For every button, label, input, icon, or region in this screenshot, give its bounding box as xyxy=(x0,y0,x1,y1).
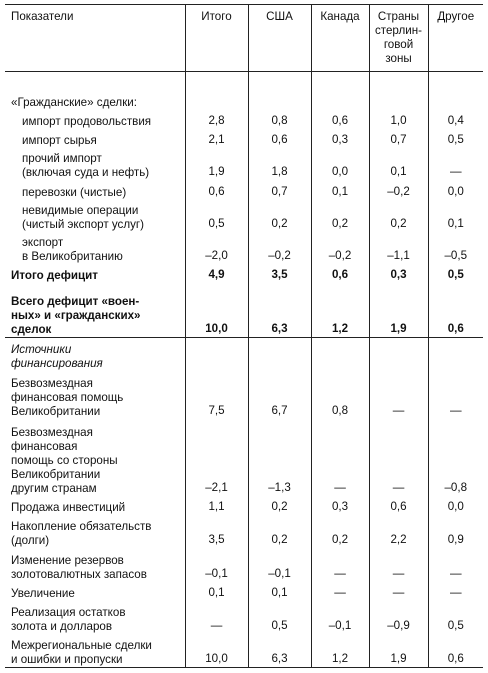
table-cell: 0,0 xyxy=(428,180,483,199)
table-cell: — xyxy=(369,582,428,601)
table-cell: 0,5 xyxy=(248,601,311,634)
table-cell xyxy=(428,72,483,110)
table-cell: –0,5 xyxy=(428,232,483,264)
table-cell: — xyxy=(369,371,428,419)
table-cell: 7,5 xyxy=(185,371,248,419)
table-cell: 10,0 xyxy=(185,283,248,337)
table-cell: — xyxy=(428,371,483,419)
table-cell: 0,6 xyxy=(311,110,369,129)
row-label: Безвозмездная финансовая помощь со стороны Великобритании другим странам xyxy=(11,426,118,496)
table-cell: 10,0 xyxy=(185,634,248,667)
table-cell: 0,2 xyxy=(369,200,428,232)
row-label: Продажа инвестиций xyxy=(11,501,126,515)
row-label: прочий импорт (включая суда и нефть) xyxy=(22,152,150,180)
table-row xyxy=(5,582,483,601)
section-title: «Гражданские» сделки: xyxy=(11,95,137,109)
table-cell: — xyxy=(428,148,483,180)
table-row xyxy=(5,232,483,264)
table-cell: 0,2 xyxy=(248,515,311,548)
table-cell: 0,4 xyxy=(428,110,483,129)
column-header-sterling-area: Страны стерлин- говой зоны xyxy=(369,5,428,72)
table-cell xyxy=(369,338,428,371)
table-cell: –0,2 xyxy=(311,232,369,264)
header-row xyxy=(5,5,483,72)
row-label: Увеличение xyxy=(11,586,75,600)
column-header-total: Итого xyxy=(185,5,248,72)
table-cell: –2,1 xyxy=(185,419,248,496)
table-cell: 2,1 xyxy=(185,129,248,148)
table-cell: 0,3 xyxy=(369,264,428,283)
table-cell: — xyxy=(428,548,483,581)
table-cell: — xyxy=(311,419,369,496)
table-cell: 6,3 xyxy=(248,634,311,667)
table-cell: –0,9 xyxy=(369,601,428,634)
table-cell xyxy=(185,72,248,110)
table-cell: — xyxy=(311,548,369,581)
table-cell xyxy=(428,338,483,371)
table-cell: 0,5 xyxy=(428,129,483,148)
table-cell: 0,1 xyxy=(185,582,248,601)
table-cell: — xyxy=(369,548,428,581)
table-cell: 0,8 xyxy=(311,371,369,419)
table-cell: 0,6 xyxy=(185,180,248,199)
row-label: Безвозмездная финансовая помощь Великобритании xyxy=(11,377,124,419)
table-cell: 0,7 xyxy=(369,129,428,148)
table-row xyxy=(5,129,483,148)
table-cell: 0,5 xyxy=(428,264,483,283)
table-cell: 0,7 xyxy=(248,180,311,199)
table-cell: — xyxy=(185,601,248,634)
table-row xyxy=(5,601,483,634)
total-row xyxy=(5,264,483,283)
table-cell: –0,1 xyxy=(311,601,369,634)
table-cell: 0,6 xyxy=(369,496,428,515)
table-cell xyxy=(369,72,428,110)
row-label: Реализация остатков золота и долларов xyxy=(11,606,126,634)
table-cell: 0,5 xyxy=(185,200,248,232)
table-cell xyxy=(185,338,248,371)
column-header-indicators: Показатели xyxy=(5,5,185,72)
section-title-row xyxy=(5,72,483,110)
table-cell: 6,7 xyxy=(248,371,311,419)
table-cell: 0,1 xyxy=(369,148,428,180)
table-row xyxy=(5,496,483,515)
row-label: Изменение резервов золотовалютных запасов xyxy=(11,553,147,581)
row-label: невидимые операции (чистый экспорт услуг) xyxy=(22,203,144,231)
table-row xyxy=(5,200,483,232)
table-row xyxy=(5,515,483,548)
table-cell xyxy=(248,72,311,110)
table-cell: –0,8 xyxy=(428,419,483,496)
table-cell: 0,6 xyxy=(311,264,369,283)
column-header-canada: Канада xyxy=(311,5,369,72)
table-cell: 1,8 xyxy=(248,148,311,180)
table-cell xyxy=(311,72,369,110)
row-label: экспорт в Великобританию xyxy=(22,236,123,264)
table-cell: 0,1 xyxy=(248,582,311,601)
total-label: Итого дефицит xyxy=(11,269,98,283)
total-row xyxy=(5,283,483,337)
column-header-other: Другое xyxy=(428,5,483,72)
row-label: импорт продовольствия xyxy=(22,114,152,128)
table-cell: 0,8 xyxy=(248,110,311,129)
section-financing-sources xyxy=(5,338,483,668)
table-cell: 0,2 xyxy=(311,200,369,232)
table-cell: 1,9 xyxy=(369,283,428,337)
table-cell xyxy=(311,338,369,371)
table-row xyxy=(5,148,483,180)
table-cell: 0,6 xyxy=(248,129,311,148)
table-cell: 0,6 xyxy=(428,634,483,667)
table-cell: –0,2 xyxy=(369,180,428,199)
table-cell: 0,3 xyxy=(311,496,369,515)
table-cell xyxy=(248,338,311,371)
column-header-usa: США xyxy=(248,5,311,72)
table-cell: — xyxy=(369,419,428,496)
table-cell: 0,2 xyxy=(248,496,311,515)
table-cell: –2,0 xyxy=(185,232,248,264)
table-cell: 0,0 xyxy=(428,496,483,515)
table-cell: — xyxy=(311,582,369,601)
section-title: Источники финансирования xyxy=(5,338,185,371)
table-row xyxy=(5,371,483,419)
table-row xyxy=(5,110,483,129)
table-cell: 4,9 xyxy=(185,264,248,283)
table-cell: 2,2 xyxy=(369,515,428,548)
table-cell: 0,0 xyxy=(311,148,369,180)
table-cell: 1,9 xyxy=(369,634,428,667)
table-row xyxy=(5,634,483,667)
table-cell: 0,2 xyxy=(311,515,369,548)
table-cell: 2,8 xyxy=(185,110,248,129)
table-header xyxy=(5,5,483,72)
table-cell: –0,1 xyxy=(185,548,248,581)
table-cell: –1,1 xyxy=(369,232,428,264)
table-cell: 0,5 xyxy=(428,601,483,634)
table-row xyxy=(5,548,483,581)
section-civil-transactions xyxy=(5,72,483,338)
table-cell: 1,2 xyxy=(311,634,369,667)
table-cell: — xyxy=(428,582,483,601)
table-cell: 6,3 xyxy=(248,283,311,337)
table-cell: 1,0 xyxy=(369,110,428,129)
table-cell: 0,3 xyxy=(311,129,369,148)
section-title-row xyxy=(5,338,483,371)
row-label: Накопление обязательств (долги) xyxy=(11,520,152,548)
row-label: Межрегиональные сделки и ошибки и пропуски xyxy=(11,639,152,666)
row-label: импорт сырья xyxy=(22,134,97,148)
table-cell: 1,2 xyxy=(311,283,369,337)
data-table xyxy=(5,4,483,668)
total-label: Всего дефицит «воен- ных» и «гражданских» сделок xyxy=(11,295,141,337)
table-cell: 1,9 xyxy=(185,148,248,180)
table-cell: 0,1 xyxy=(428,200,483,232)
row-label: перевозки (чистые) xyxy=(22,185,127,199)
table-cell: 3,5 xyxy=(185,515,248,548)
table-row xyxy=(5,180,483,199)
table-cell: 3,5 xyxy=(248,264,311,283)
table-cell: 0,9 xyxy=(428,515,483,548)
table-cell: –0,2 xyxy=(248,232,311,264)
table-cell: 1,1 xyxy=(185,496,248,515)
table-cell: 0,2 xyxy=(248,200,311,232)
table-cell: 0,6 xyxy=(428,283,483,337)
table-row xyxy=(5,419,483,496)
table-cell: 0,1 xyxy=(311,180,369,199)
table-cell: –0,1 xyxy=(248,548,311,581)
table-cell: –1,3 xyxy=(248,419,311,496)
